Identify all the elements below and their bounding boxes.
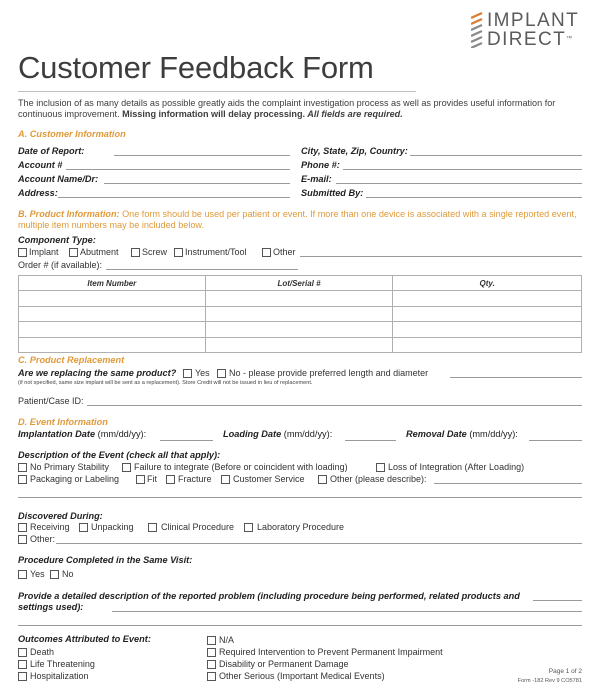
trademark: ™ [566,36,573,42]
table-cell[interactable] [393,337,582,352]
implantation-date-field[interactable] [160,440,213,441]
same-visit-yes-checkbox[interactable] [18,570,27,579]
no-primary-stability-option: No Primary Stability [30,462,110,472]
implant-checkbox[interactable] [18,248,27,257]
preferred-size-field[interactable] [450,377,582,378]
other-serious-checkbox[interactable] [207,672,216,681]
account-number-label: Account # [18,160,63,170]
discovered-during-label: Discovered During: [18,511,103,521]
description-label: Description of the Event (check all that apply): [18,450,221,460]
other-description-field-2[interactable] [18,497,582,498]
unpacking-checkbox[interactable] [79,523,88,532]
lot-serial-header: Lot/Serial # [205,276,393,291]
table-row [19,337,582,352]
item-table [18,275,582,353]
implant-option: Implant [29,247,59,257]
submitted-by-label: Submitted By: [301,188,364,198]
other-description-option: Other (please describe): [330,474,427,484]
laboratory-procedure-option: Laboratory Procedure [257,522,345,532]
other-discovered-option: Other: [30,534,56,544]
clinical-procedure-option: Clinical Procedure [161,522,235,532]
intro-text: The inclusion of as many details as possible greatly aids the complaint investigation process as well as provides useful information for continuous improvement. [18,98,556,119]
section-a-heading: A. Customer Information [18,129,126,139]
fit-option: Fit [147,474,157,484]
implantation-date-label [18,429,146,439]
required-intervention-checkbox[interactable] [207,648,216,657]
replace-yes-option: Yes [195,368,210,378]
disability-option: Disability or Permanent Damage [219,659,349,669]
receiving-checkbox[interactable] [18,523,27,532]
replace-yes-checkbox[interactable] [183,369,192,378]
same-visit-no-option: No [62,569,74,579]
laboratory-procedure-checkbox[interactable] [244,523,253,532]
section-b-heading: B. Product Information: [18,209,120,219]
patient-case-field[interactable] [87,405,582,406]
customer-service-option: Customer Service [233,474,305,484]
detailed-description-field-3[interactable] [18,625,582,626]
death-checkbox[interactable] [18,648,27,657]
title-divider [18,91,416,92]
replacement-fine-print: (if not specified, same size implant will be sent as a replacement). Store Credit will not be issued in lieu of replacement. [18,380,313,386]
removal-date-title: Removal Date [406,429,467,439]
table-row [19,291,582,306]
outcomes-label: Outcomes Attributed to Event: [18,634,151,644]
date-of-report-label: Date of Report: [18,146,85,156]
table-cell[interactable] [205,291,393,306]
page-title: Customer Feedback Form [18,50,374,85]
order-number-label: Order # (if available): [18,260,103,270]
table-row [19,322,582,337]
life-threatening-option: Life Threatening [30,659,95,669]
address-label: Address: [18,188,58,198]
table-cell[interactable] [19,322,206,337]
address-field[interactable] [58,197,290,198]
customer-service-checkbox[interactable] [221,475,230,484]
detailed-description-label: Provide a detailed description of the reported problem (including procedure being performed, related products and settings used): [18,591,520,612]
loading-date-label [223,429,332,439]
table-cell[interactable] [19,306,206,321]
other-description-field[interactable] [434,483,582,484]
loading-date-hint: (mm/dd/yy): [283,429,333,439]
city-state-label: City, State, Zip, Country: [301,146,408,156]
page-number: Page 1 of 2 [548,668,582,675]
packaging-labeling-option: Packaging or Labeling [30,474,120,484]
implantation-date-title: Implantation Date [18,429,96,439]
logo-line-1: IMPLANT [487,10,580,31]
other-component-option: Other [273,247,296,257]
account-name-field[interactable] [104,183,290,184]
submitted-by-field[interactable] [366,197,582,198]
logo-mark-icon [471,12,483,48]
account-name-label: Account Name/Dr: [18,174,99,184]
other-component-field[interactable] [300,256,582,257]
table-row [19,306,582,321]
replace-no-option: No - please provide preferred length and diameter [229,368,429,378]
logo-line-2: DIRECT [487,29,567,50]
form-number: Form -182 Rev 9 CO5781 [517,678,582,684]
date-of-report-field[interactable] [114,155,290,156]
table-cell[interactable] [205,322,393,337]
table-cell[interactable] [205,306,393,321]
city-state-field[interactable] [410,155,582,156]
removal-date-hint: (mm/dd/yy): [469,429,518,439]
instrument-tool-option: Instrument/Tool [185,247,247,257]
life-threatening-checkbox[interactable] [18,660,27,669]
replacing-question: Are we replacing the same product? [18,368,177,378]
section-d-heading: D. Event Information [18,417,108,427]
replace-no-checkbox[interactable] [217,369,226,378]
loading-date-title: Loading Date [223,429,282,439]
same-visit-label: Procedure Completed in the Same Visit: [18,555,193,565]
table-cell[interactable] [19,291,206,306]
intro-warning: Missing information will delay processing. [122,109,306,119]
clinical-procedure-checkbox[interactable] [148,523,157,532]
table-cell[interactable] [393,306,582,321]
intro-required: All fields are required. [305,109,403,119]
patient-case-label: Patient/Case ID: [18,396,84,406]
na-checkbox[interactable] [207,636,216,645]
abutment-option: Abutment [80,247,119,257]
phone-field[interactable] [343,169,582,170]
fit-checkbox[interactable] [136,475,145,484]
other-serious-option: Other Serious (Important Medical Events) [219,671,385,681]
loading-date-field[interactable] [345,440,396,441]
section-c-heading: C. Product Replacement [18,355,125,365]
detailed-description-field-1[interactable] [533,600,582,601]
packaging-labeling-checkbox[interactable] [18,475,27,484]
phone-label: Phone #: [301,160,340,170]
detailed-description-field-2[interactable] [112,611,582,612]
other-discovered-checkbox[interactable] [18,535,27,544]
failure-to-integrate-checkbox[interactable] [122,463,131,472]
same-visit-yes-option: Yes [30,569,45,579]
section-b-note: One form should be used per patient or event. If more than one device is associated with a single reported event, multiple item numbers may be included below. [18,209,577,230]
failure-to-integrate-option: Failure to integrate (Before or coincident with loading) [134,462,348,472]
component-type-label: Component Type: [18,235,96,245]
other-discovered-field[interactable] [56,543,582,544]
implantation-date-hint: (mm/dd/yy): [97,429,147,439]
death-option: Death [30,647,55,657]
table-cell[interactable] [393,322,582,337]
table-cell[interactable] [19,337,206,352]
unpacking-option: Unpacking [91,522,134,532]
disability-checkbox[interactable] [207,660,216,669]
abutment-checkbox[interactable] [69,248,78,257]
item-table-header [19,276,582,291]
section-b-intro [18,209,590,231]
hospitalization-option: Hospitalization [30,671,89,681]
same-visit-no-checkbox[interactable] [50,570,59,579]
company-logo [487,11,579,49]
qty-header: Qty. [393,276,582,291]
table-cell[interactable] [205,337,393,352]
email-label: E-mail: [301,174,332,184]
removal-date-label [406,429,518,439]
account-number-field[interactable] [66,169,290,170]
email-field[interactable] [336,183,582,184]
fracture-checkbox[interactable] [166,475,175,484]
receiving-option: Receiving [30,522,70,532]
intro-paragraph [18,98,590,120]
no-primary-stability-checkbox[interactable] [18,463,27,472]
removal-date-field[interactable] [529,440,582,441]
required-intervention-option: Required Intervention to Prevent Permanent Impairment [219,647,443,657]
other-description-checkbox[interactable] [318,475,327,484]
na-option: N/A [219,635,235,645]
instrument-tool-checkbox[interactable] [174,248,183,257]
screw-option: Screw [142,247,168,257]
table-cell[interactable] [393,291,582,306]
loss-of-integration-option: Loss of Integration (After Loading) [388,462,525,472]
item-number-header: Item Number [19,276,206,291]
screw-checkbox[interactable] [131,248,140,257]
loss-of-integration-checkbox[interactable] [376,463,385,472]
order-number-field[interactable] [106,269,298,270]
other-component-checkbox[interactable] [262,248,271,257]
fracture-option: Fracture [178,474,212,484]
hospitalization-checkbox[interactable] [18,672,27,681]
